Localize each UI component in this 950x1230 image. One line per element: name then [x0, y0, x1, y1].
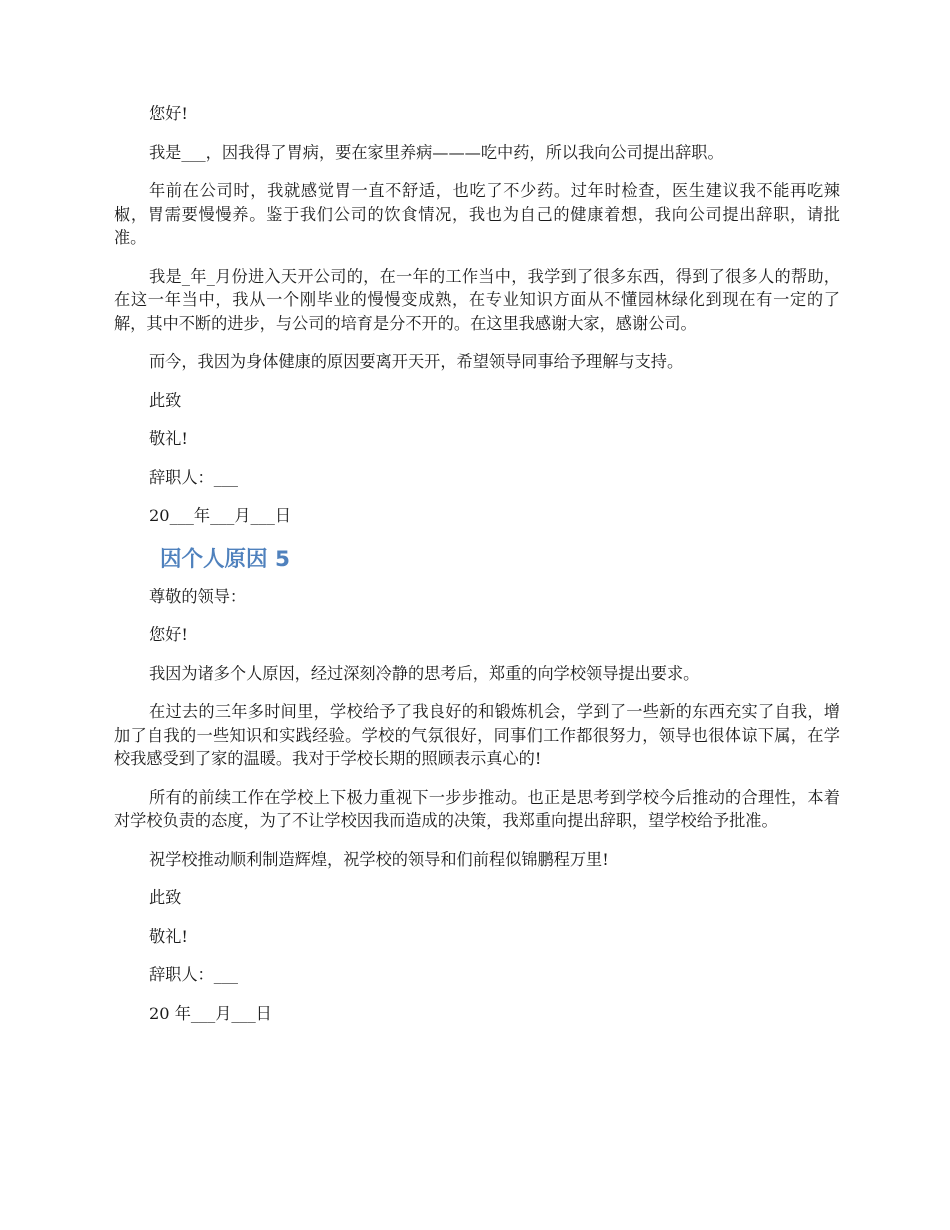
closing-line: 此致 — [149, 390, 182, 410]
greeting: 您好! — [149, 104, 188, 123]
document-page — [114, 102, 840, 1040]
date-line: 20 年___月___日 — [149, 1003, 272, 1023]
body-paragraph: 在过去的三年多时间里，学校给予了我良好的和锻炼机会，学到了一些新的东西充实了自我，增加了自我的一些知识和实践经验。学校的气氛很好，同事们工作都很努力，领导也很体谅下属，在学校我感受到了家的温暖。我对于学校长期的照顾表示真心的! — [114, 702, 840, 768]
salutation: 敬礼! — [149, 429, 188, 448]
body-paragraph: 我是_年_月份进入天开公司的，在一年的工作当中，我学到了很多东西，得到了很多人的帮助，在这一年当中，我从一个刚毕业的慢慢变成熟，在专业知识方面从不懂园林绿化到现在有一定的了解，其中不断的进步，与公司的培育是分不开的。在这里我感谢大家，感谢公司。 — [114, 266, 840, 333]
signature-line: 辞职人：___ — [149, 965, 239, 984]
letter-section-2 — [114, 585, 840, 1026]
greeting: 您好! — [149, 625, 188, 644]
body-paragraph: 我因为诸多个人原因，经过深刻冷静的思考后，郑重的向学校领导提出要求。 — [149, 663, 700, 683]
body-paragraph: 祝学校推动顺利制造辉煌，祝学校的领导和们前程似锦鹏程万里! — [149, 849, 609, 869]
body-paragraph: 我是___，因我得了胃病，要在家里养病———吃中药，所以我向公司提出辞职。 — [149, 142, 724, 162]
body-paragraph: 所有的前续工作在学校上下极力重视下一步步推动。也正是思考到学校今后推动的合理性，本着对学校负责的态度，为了不让学校因我而造成的决策，我郑重向提出辞职，望学校给予批准。 — [114, 787, 840, 830]
body-paragraph: 而今，我因为身体健康的原因要离开天开，希望领导同事给予理解与支持。 — [149, 352, 684, 371]
salutation: 敬礼! — [149, 926, 188, 946]
body-paragraph: 年前在公司时，我就感觉胃一直不舒适，也吃了不少药。过年时检查，医生建议我不能再吃辣椒，胃需要慢慢养。鉴于我们公司的饮食情况，我也为自己的健康着想，我向公司提出辞职，请批准。 — [114, 181, 840, 247]
section-heading: 因个人原因 5 — [160, 546, 290, 572]
signature-line: 辞职人：___ — [149, 467, 239, 487]
date-line: 20___年___月___日 — [149, 506, 292, 525]
closing-line: 此致 — [149, 888, 182, 907]
letter-section-1 — [114, 102, 840, 528]
addressee: 尊敬的领导： — [149, 586, 247, 606]
